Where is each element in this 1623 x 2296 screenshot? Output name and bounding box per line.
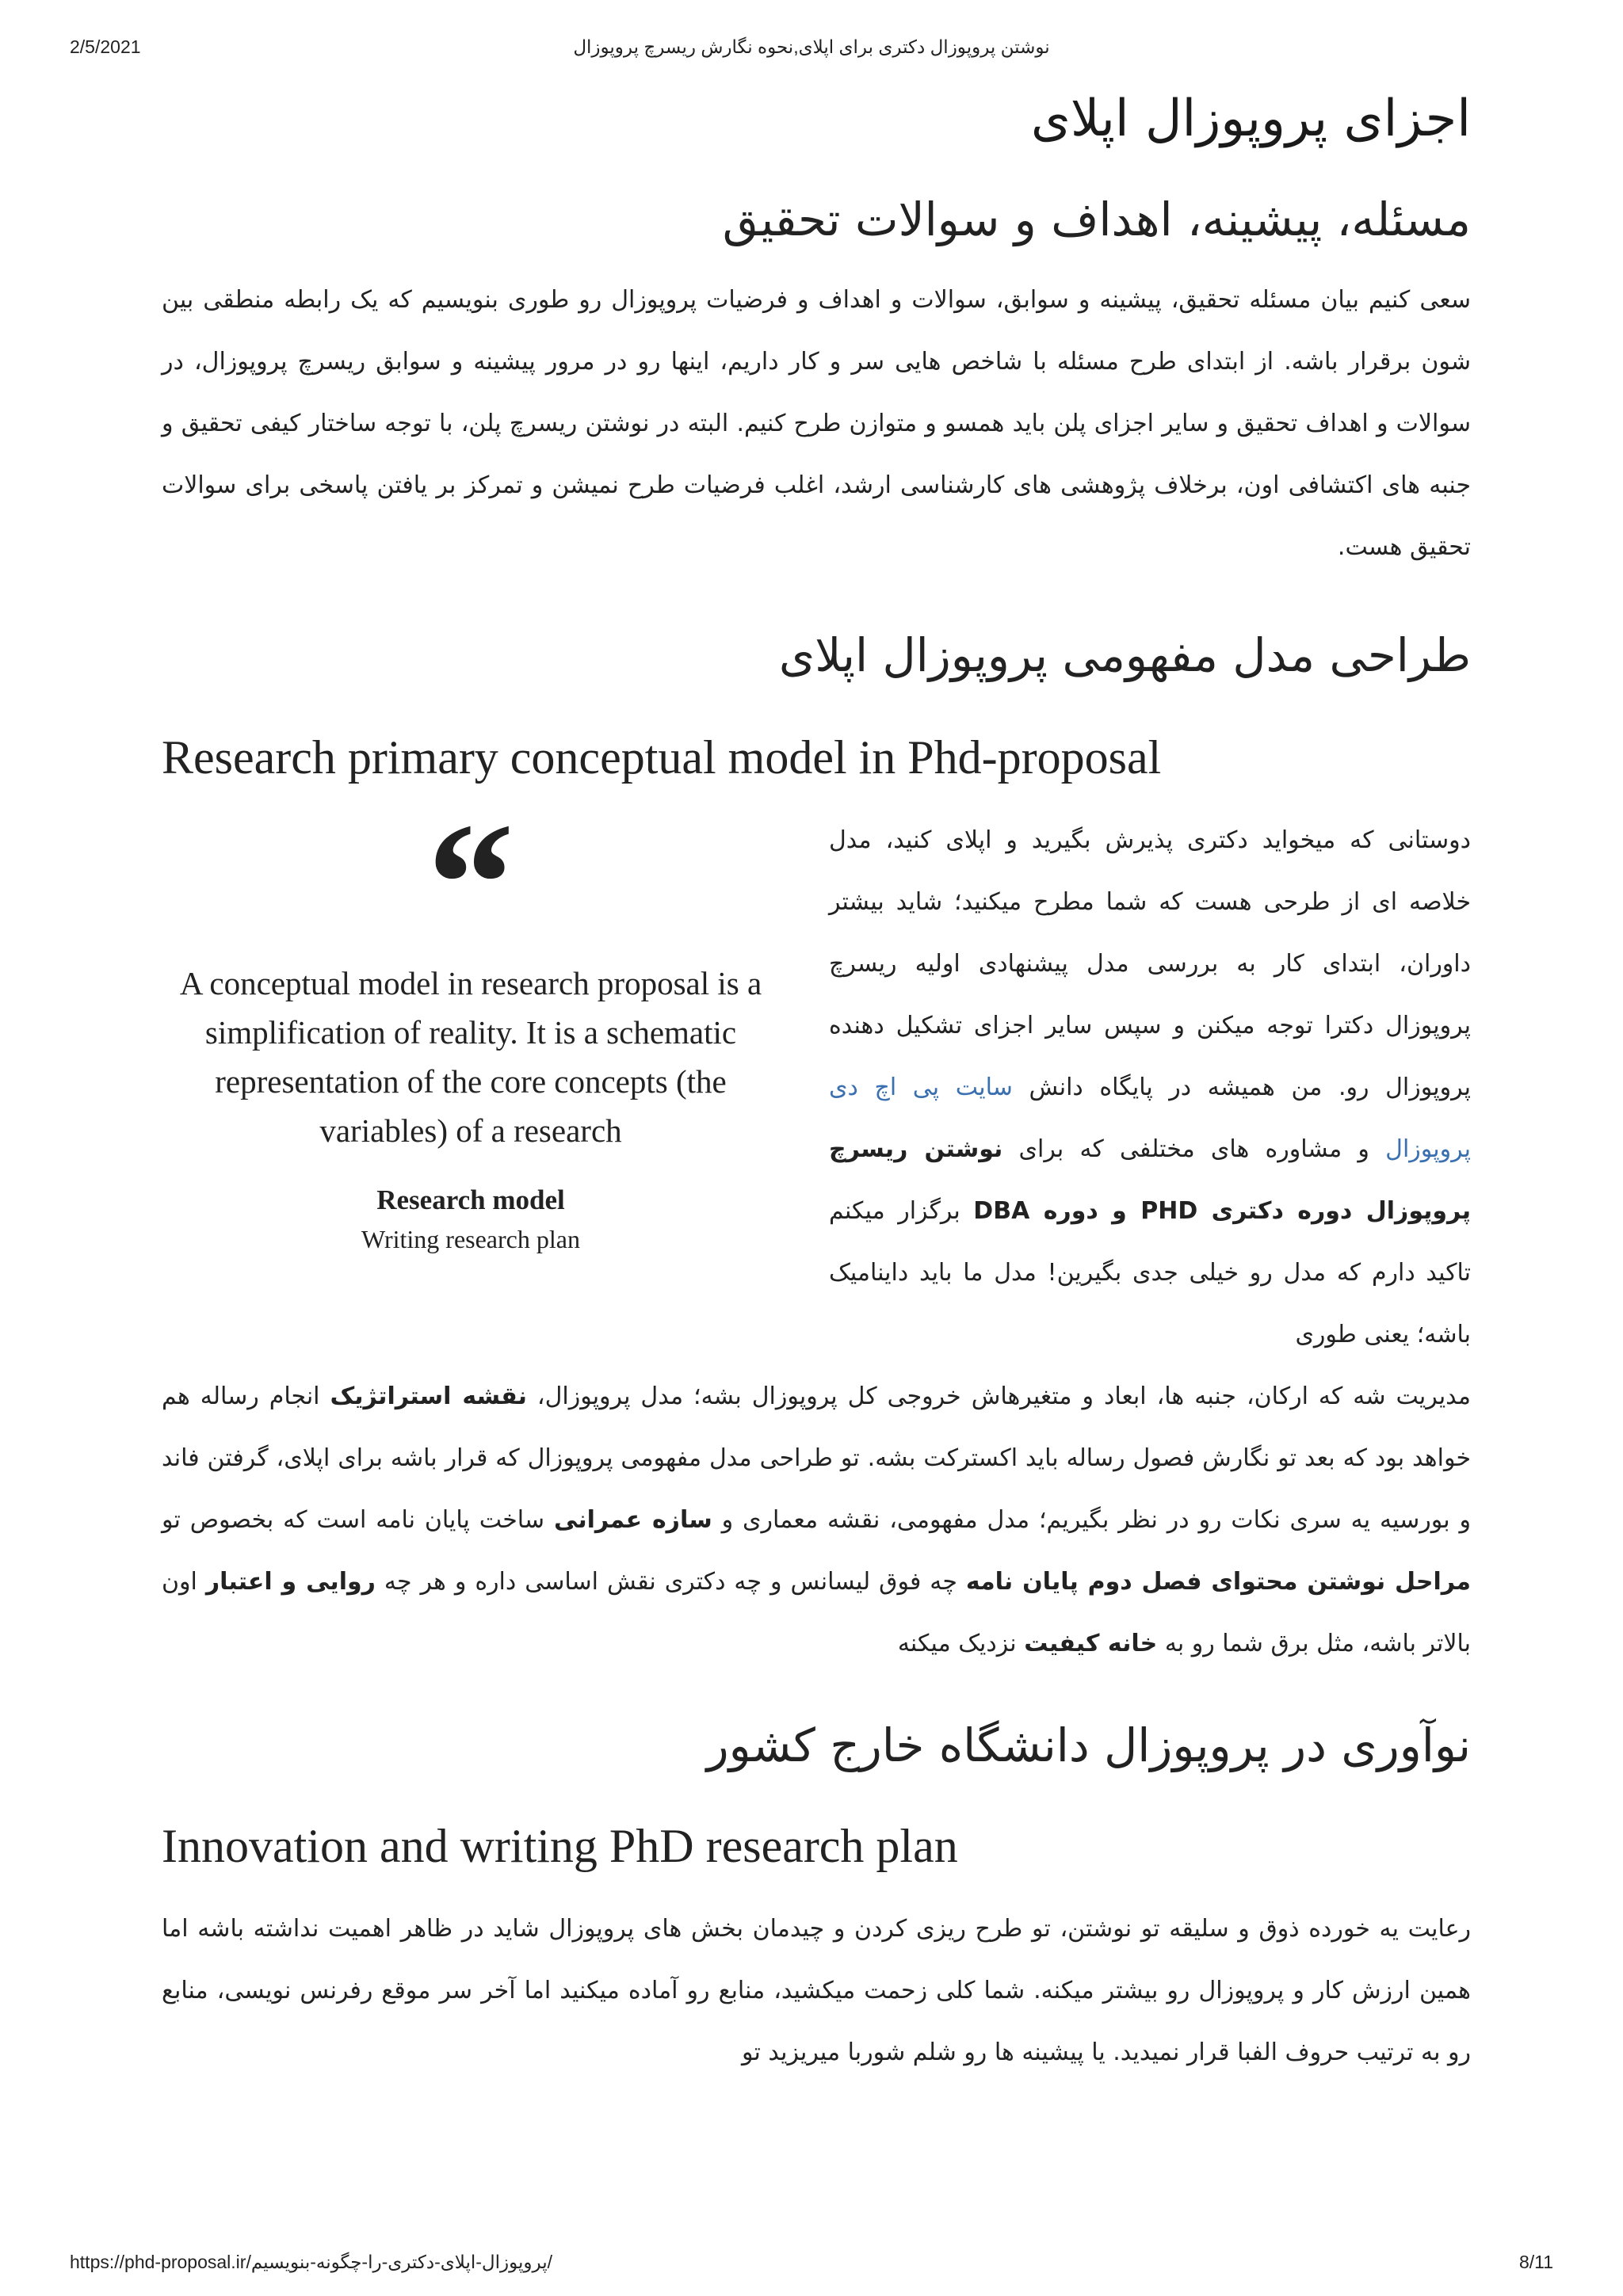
print-page-title: نوشتن پروپوزال دکتری برای اپلای,نحوه نگارش ریسرچ پروپوزال: [573, 36, 1050, 57]
model-cont-text-4: چه فوق لیسانس و چه دکتری نقش اساسی داره و هر چه: [384, 1568, 957, 1596]
phd-proposal-site-link[interactable]: سایت پی اچ دی پروپوزال: [829, 1074, 1472, 1163]
bold-validity-reliability: روایی و اعتبار: [205, 1568, 376, 1596]
print-footer: [70, 2252, 1553, 2283]
model-text-3: برگزار میکنم تاکید دارم که مدل رو خیلی جدی بگیرین! مدل ما باید داینامیک باشه؛ یعنی طوری: [829, 1197, 1471, 1348]
model-heading: طراحی مدل مفهومی پروپوزال اپلای: [778, 628, 1471, 682]
quote-text: A conceptual model in research proposal is a simplification of reality. It is a schematic representation of the core concepts (the variables) of a research: [179, 965, 762, 1149]
bold-chapter-two-steps: مراحل نوشتن محتوای فصل دوم پایان نامه: [965, 1568, 1471, 1596]
print-date: 2/5/2021: [70, 36, 141, 57]
innovation-subheading: Innovation and writing PhD research plan: [162, 1820, 958, 1872]
model-continued-paragraph: [162, 1366, 1471, 1675]
model-cont-text-6: نزدیک میکنه: [897, 1630, 1017, 1657]
model-text-1: دوستانی که میخواید دکتری پذیرش بگیرید و اپلای کنید، مدل خلاصه ای از طرحی هست که شما مطرح میکنید؛ شاید بیشتر داوران، ابتدای کار به بررسی مدل پیشنهادی اولیه ریسرچ پروپوزال دکترا توجه میکنن و سپس سایر اجزای تشکیل دهنده پروپوزال رو. من همیشه در پایگاه دانش: [829, 826, 1471, 1101]
print-header: [70, 36, 1553, 68]
bold-civil-structure: سازه عمرانی: [553, 1506, 712, 1534]
model-cont-text-3: ساخت پایان نامه است که بخصوص تو: [162, 1506, 545, 1534]
model-bold-phd-dba: نوشتن ریسرچ پروپوزال دوره دکتری PHD و دوره DBA: [829, 1135, 1471, 1225]
model-cont-text-1: مدیریت شه که ارکان، جنبه ها، ابعاد و متغیرهاش خروجی کل پروپوزال بشه؛ مدل پروپوزال،: [537, 1383, 1471, 1410]
model-cont-text-2: انجام رساله هم خواهد بود که بعد تو نگارش فصول رساله باید اکسترکت بشه. تو طراحی مدل مفهومی پروپوزال که قرار باشه برای اپلای، گرفتن فاند و بورسیه یه سری نکات رو در نظر بگیریم؛ مدل مفهومی، نقشه معماری و: [162, 1383, 1471, 1534]
model-cont-text-5: اون بالاتر باشه، مثل برق شما رو به: [162, 1568, 1471, 1657]
quote-caption-subtitle: Writing research plan: [361, 1225, 580, 1253]
problem-paragraph: سعی کنیم بیان مسئله تحقیق، پیشینه و سوابق، سوالات و اهداف و فرضیات پروپوزال رو طوری بنویسیم که یک رابطه منطقی بین شون برقرار باشه. از ابتدای طرح مسئله با شاخص هایی سر و کار داریم، اینها رو در مرور پیشینه و سوابق ریسرچ پروپوزال، در سوالات و اهداف تحقیق و سایر اجزای پلن باید همسو و متوازن طرح کنیم. البته در نوشتن ریسرچ پلن، با توجه ساختار کیفی تحقیق و جنبه های اکتشافی اون، برخلاف پژوهشی های کارشناسی ارشد، اغلب فرضیات طرح نمیشن و تمرکز بر یافتن پاسخی برای سوالات تحقیق هست.: [162, 286, 1471, 561]
problem-heading: مسئله، پیشینه، اهداف و سوالات تحقیق: [722, 193, 1471, 246]
model-paragraph: [829, 810, 1471, 1366]
conceptual-model-quote: [162, 787, 780, 1258]
print-page-number: 8/11: [1518, 2252, 1553, 2272]
parts-heading: اجزای پروپوزال اپلای: [1030, 90, 1471, 148]
print-url: https://phd-proposal.ir/پروپوزال-اپلای-دکتری-را-چگونه-بنویسیم/: [70, 2252, 552, 2272]
model-subheading: Research primary conceptual model in Phd-proposal: [162, 731, 1162, 784]
innovation-heading: نوآوری در پروپوزال دانشگاه خارج کشور: [706, 1718, 1471, 1772]
innovation-paragraph: رعایت یه خورده ذوق و سلیقه تو نوشتن، تو طرح ریزی کردن و چیدمان بخش های پروپوزال شاید در ظاهر اهمیت نداشته باشه اما همین ارزش کار و پروپوزال رو بیشتر میکنه. شما کلی زحمت میکشید، منابع رو آماده میکنید اما آخر سر موقع رفرنس نویسی، منابع رو به ترتیب حروف الفبا قرار نمیدید. یا پیشینه ها رو شلم شوربا میریزید تو: [162, 1915, 1471, 2066]
model-text-2: و مشاوره های مختلفی که برای: [1018, 1135, 1369, 1163]
bold-house-of-quality: خانه کیفیت: [1024, 1630, 1158, 1657]
quote-caption-title: Research model: [376, 1184, 565, 1215]
quote-mark-icon: “: [427, 787, 514, 980]
bold-strategic-map: نقشه استراتژیک: [330, 1383, 527, 1410]
